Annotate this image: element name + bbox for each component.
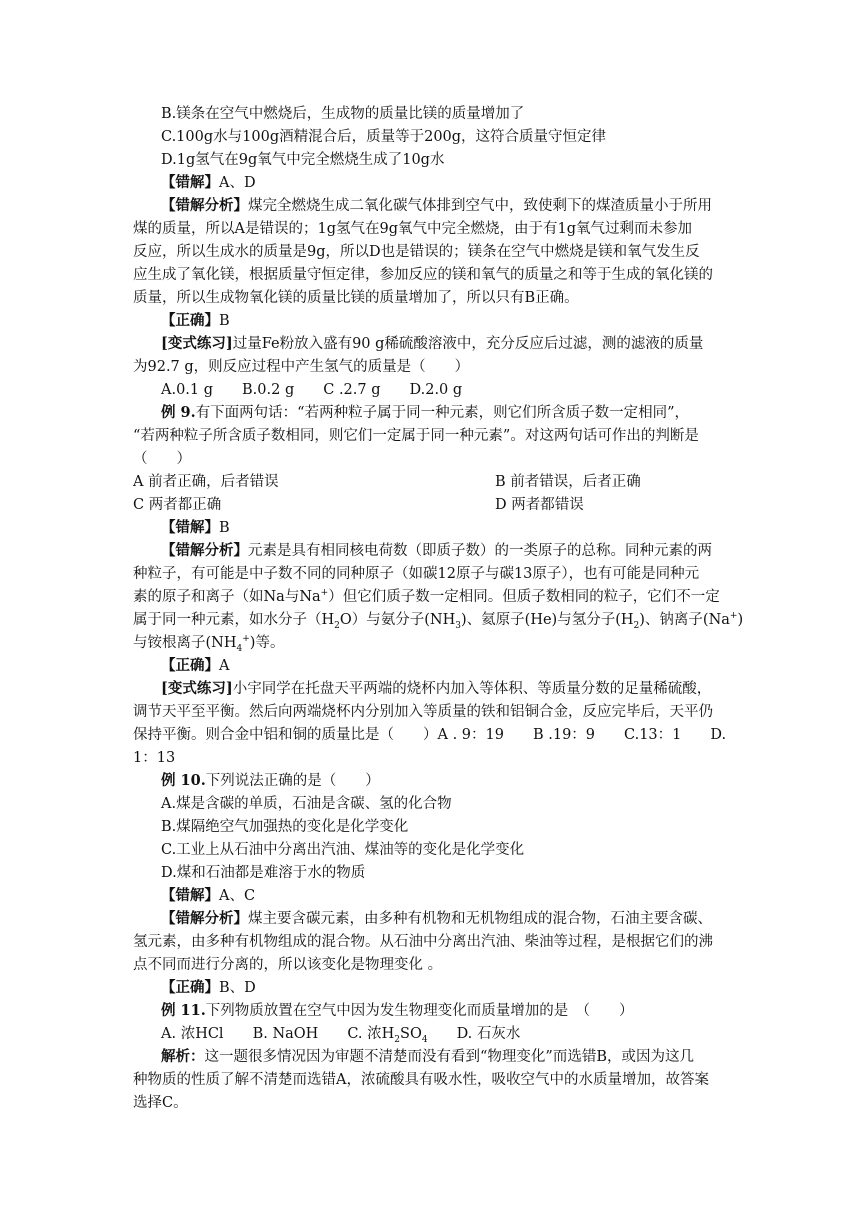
q8-wrong-answer: 【错解】A、D — [161, 174, 256, 191]
q8-analysis-line: 煤的质量，所以A是错误的；1g氢气在9g氧气中完全燃烧，由于有1g氧气过剩而未参加 — [133, 221, 692, 237]
analysis-tag: 【错解分析】 — [161, 197, 248, 214]
q9-analysis-line: 种粒子，有可能是中子数不同的同种原子（如碳12原子与碳13原子），也有可能是同种元 — [133, 566, 700, 582]
q9-option-c: C 两者都正确 — [133, 497, 222, 513]
q8-variant-options: A.0.1 g B.0.2 g C .2.7 g D.2.0 g — [161, 382, 463, 398]
variant-tag: [变式练习] — [161, 680, 233, 697]
q9-analysis-line: 素的原子和离子（如Na与Na+）但它们质子数一定相同。但质子数相同的粒子，它们不一定 — [133, 588, 720, 605]
q9-stem-line: （ ） — [133, 451, 191, 467]
analysis-tag: 【错解分析】 — [161, 910, 248, 927]
q11-label: 例 11. — [161, 1002, 206, 1019]
q9-options-row — [133, 471, 733, 494]
q10-analysis-line: 点不同而进行分离的，所以该变化是物理变化 。 — [133, 957, 443, 973]
q9-options-row — [133, 494, 733, 517]
q11-option-c: C. 浓$H_2SO_4$ — [347, 1026, 428, 1045]
q10-option: B.煤隔绝空气加强热的变化是化学变化 — [161, 819, 409, 835]
q9-variant-line: 保持平衡。则合金中铝和铜的质量比是（ ）A . 9：19 B .19：9 C.13：1 D. — [133, 727, 727, 743]
q8-analysis-line: 质量，所以生成物氧化镁的质量比镁的质量增加了，所以只有B正确。 — [133, 290, 579, 306]
q9-stem: 例 9.有下面两句话：“若两种粒子属于同一种元素，则它们所含质子数一定相同”， — [161, 404, 690, 421]
q11-solution-line: 选择C。 — [133, 1095, 188, 1111]
q9-variant: [变式练习]小宇同学在托盘天平两端的烧杯内加入等体积、等质量分数的足量稀硫酸， — [161, 680, 712, 697]
q9-option-a: A 前者正确，后者错误 — [133, 474, 279, 490]
wrong-tag: 【错解】 — [161, 519, 219, 536]
wrong-tag: 【错解】 — [161, 887, 219, 904]
q8-option-c: C.100g水与100g酒精混合后，质量等于200g，这符合质量守恒定律 — [161, 129, 607, 145]
q10-option: A.煤是含碳的单质，石油是含碳、氢的化合物 — [161, 796, 452, 812]
q8-variant-line: 为92.7 g，则反应过程中产生氢气的质量是（ ） — [133, 359, 470, 375]
q9-right-answer: 【正确】A — [161, 657, 230, 674]
q9-option-d: D 两者都错误 — [495, 497, 584, 513]
q9-analysis-line: 【错解分析】元素是具有相同核电荷数（即质子数）的一类原子的总称。同种元素的两 — [161, 542, 712, 559]
q9-analysis-line: 属于同一种元素，如水分子$(H_2O)$与氨分子$(NH_3)$、氦原子(He)与氢分子$(H_2)$、钠离子(Na+) — [133, 611, 744, 631]
q9-label: 例 9. — [161, 404, 196, 421]
q11-options — [161, 1023, 761, 1046]
q9-wrong-answer: 【错解】B — [161, 519, 230, 536]
q8-right-answer: 【正确】B — [161, 312, 230, 329]
q10-option: C.工业上从石油中分离出汽油、煤油等的变化是化学变化 — [161, 842, 525, 858]
q11-stem: 例 11.下列物质放置在空气中因为发生物理变化而质量增加的是 （ ） — [161, 1002, 634, 1019]
q10-stem: 例 10.下列说法正确的是（ ） — [161, 772, 380, 789]
analysis-tag: 【错解分析】 — [161, 542, 248, 559]
q10-right-answer: 【正确】B、D — [161, 979, 256, 996]
q11-option-b: B. NaOH — [252, 1026, 319, 1042]
variant-tag: [变式练习] — [161, 335, 233, 352]
q10-option: D.煤和石油都是难溶于水的物质 — [161, 865, 366, 881]
right-tag: 【正确】 — [161, 657, 219, 674]
q8-option-d: D.1g氢气在9g氧气中完全燃烧生成了10g水 — [161, 152, 445, 168]
right-tag: 【正确】 — [161, 312, 219, 329]
q10-wrong-answer: 【错解】A、C — [161, 887, 256, 904]
q10-label: 例 10. — [161, 772, 206, 789]
q11-option-a: A. 浓HCl — [161, 1026, 224, 1042]
right-tag: 【正确】 — [161, 979, 219, 996]
wrong-tag: 【错解】 — [161, 174, 219, 191]
q8-variant: [变式练习]过量Fe粉放入盛有90 g稀硫酸溶液中，充分反应后过滤，测的滤液的质量 — [161, 335, 704, 352]
q11-option-d: D. 石灰水 — [456, 1026, 521, 1042]
q10-analysis-line: 氢元素，由多种有机物组成的混合物。从石油中分离出汽油、柴油等过程，是根据它们的沸 — [133, 934, 713, 950]
q9-option-b: B 前者错误，后者正确 — [495, 474, 641, 490]
solution-tag: 解析： — [161, 1048, 205, 1065]
q8-analysis-line: 反应，所以生成水的质量是9g，所以D也是错误的；镁条在空气中燃烧是镁和氧气发生反 — [133, 244, 700, 260]
q8-analysis-line: 【错解分析】煤完全燃烧生成二氧化碳气体排到空气中，致使剩下的煤渣质量小于所用 — [161, 197, 712, 214]
q9-stem-line: “若两种粒子所含质子数相同，则它们一定属于同一种元素”。对这两句话可作出的判断是 — [133, 428, 699, 444]
q11-solution-line: 种物质的性质了解不清楚而选错A，浓硫酸具有吸水性，吸收空气中的水质量增加，故答案 — [133, 1072, 709, 1088]
q8-analysis-line: 应生成了氧化镁，根据质量守恒定律，参加反应的镁和氧气的质量之和等于生成的氧化镁的 — [133, 267, 713, 283]
q11-solution-line: 解析：这一题很多情况因为审题不清楚而没有看到“物理变化”而选错B，或因为这几 — [161, 1048, 694, 1065]
q9-variant-line: 1：13 — [133, 750, 176, 766]
q10-analysis-line: 【错解分析】煤主要含碳元素，由多种有机物和无机物组成的混合物，石油主要含碳、 — [161, 910, 712, 927]
q9-analysis-line: 与铵根离子$(NH_4^+)$等。 — [133, 634, 285, 654]
q9-variant-line: 调节天平至平衡。然后向两端烧杯内分别加入等质量的铁和铝铜合金，反应完毕后，天平仍 — [133, 704, 713, 720]
q8-option-b: B.镁条在空气中燃烧后，生成物的质量比镁的质量增加了 — [161, 106, 525, 122]
